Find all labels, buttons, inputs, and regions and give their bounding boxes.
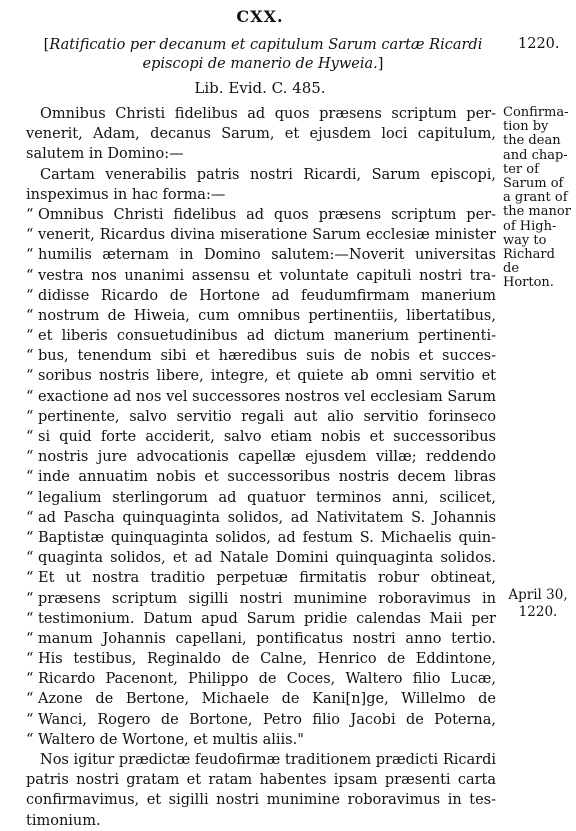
- quote-mark: “: [26, 651, 34, 668]
- body-line-text: timonium.: [26, 812, 101, 829]
- body-line: [26, 568, 496, 588]
- margin-note-line: of High-: [503, 218, 557, 234]
- body-line-text: manum Johannis capellani, pontificatus nostri anno tertio.: [38, 630, 496, 647]
- margin-note-line: the dean: [503, 133, 561, 149]
- quote-mark: “: [26, 368, 34, 385]
- quote-mark: “: [26, 449, 34, 466]
- body-line: [26, 447, 496, 467]
- quote-mark: “: [26, 610, 34, 627]
- body-line-text: inde annuatim nobis et successoribus nostris decem libras: [38, 469, 496, 486]
- document-number: CXX.: [236, 7, 284, 26]
- margin-note-line: the manor: [503, 204, 571, 220]
- body-line: [26, 366, 496, 386]
- body-line-text: salutem in Domino:—: [26, 146, 184, 163]
- source-reference: Lib. Evid. C. 485.: [194, 79, 326, 97]
- body-line-text: Wanci, Rogero de Bortone, Petro filio Jacobi de Poterna,: [38, 711, 496, 728]
- body-line-text: pertinente, salvo servitio regali aut alio servitio forinseco: [38, 408, 496, 425]
- margin-note-date: [503, 587, 573, 621]
- body-line: [26, 306, 496, 326]
- body-line: [26, 770, 496, 790]
- body-line-text: venerit, Ricardus divina miseratione Sarum ecclesiæ minister: [38, 227, 496, 244]
- body-line-text: si quid forte acciderit, salvo etiam nobis et successoribus: [38, 429, 496, 445]
- body-line-text: Nos igitur prædictæ feudofirmæ traditionem prædicti Ricardi: [40, 752, 496, 768]
- body-line: [26, 387, 496, 407]
- body-line: [26, 326, 496, 346]
- body-line: [26, 185, 496, 205]
- quote-mark: “: [26, 731, 34, 748]
- body-line: [26, 589, 496, 609]
- body-line-text: Omnibus Christi fidelibus ad quos præsens scriptum per-: [38, 206, 496, 223]
- quote-mark: “: [26, 348, 34, 365]
- quote-mark: “: [26, 550, 34, 567]
- body-line: [26, 508, 496, 528]
- body-line: [26, 669, 496, 689]
- body-line-text: testimonium. Datum apud Sarum pridie calendas Maii per: [38, 610, 496, 627]
- quote-mark: “: [26, 267, 34, 284]
- quote-mark: “: [26, 388, 34, 405]
- body-line-text: Azone de Bertone, Michaele de Kani[n]ge, Willelmo de: [38, 691, 496, 708]
- body-line: [26, 548, 496, 568]
- margin-note-line: and chap-: [503, 147, 568, 163]
- body-line-text: Cartam venerabilis patris nostri Ricardi, Sarum episcopi,: [40, 166, 496, 183]
- body-line: [26, 488, 496, 508]
- quote-mark: “: [26, 489, 34, 506]
- body-line-text: vestra nos unanimi assensu et voluntate capituli nostri tra-: [38, 267, 496, 284]
- body-line-text: Waltero de Wortone, et multis aliis.": [38, 731, 304, 748]
- body-line: [26, 225, 496, 245]
- body-line: [26, 407, 496, 427]
- body-line-text: Baptistæ quinquaginta solidos, ad festum S. Michaelis quin-: [38, 529, 496, 546]
- title-line-1: Ratificatio per decanum et capitulum Sarum cartæ Ricardi: [49, 37, 483, 53]
- quote-mark: “: [26, 630, 34, 647]
- quote-mark: “: [26, 671, 34, 688]
- quote-mark: “: [26, 206, 34, 223]
- document-title: [Ratificatio per decanum et capitulum Sarum cartæ Ricardi episcopi de manerio de Hyweia.]: [43, 37, 483, 72]
- body-line: [26, 427, 496, 447]
- body-line-text: confirmavimus, et sigilli nostri munimine roboravimus in tes-: [26, 792, 496, 809]
- body-line: [26, 346, 496, 366]
- body-line-text: præsens scriptum sigilli nostri munimine roboravimus in: [38, 590, 496, 607]
- quote-mark: “: [26, 570, 34, 587]
- margin-note-line: Richard de: [503, 247, 555, 277]
- body-line-text: legalium sterlingorum ad quatuor terminos anni, scilicet,: [38, 489, 496, 506]
- margin-note-line: 1220.: [518, 604, 558, 620]
- quote-mark: “: [26, 227, 34, 244]
- body-line-text: Omnibus Christi fidelibus ad quos præsens scriptum per-: [40, 106, 496, 122]
- body-line: [26, 286, 496, 306]
- margin-note-line: Confirma-: [503, 105, 569, 120]
- body-line-text: didisse Ricardo de Hortone ad feudumfirmam manerium: [38, 287, 496, 304]
- body-line: [26, 710, 496, 730]
- quote-mark: “: [26, 287, 34, 304]
- body-line-text: et liberis consuetudinibus ad dictum manerium pertinenti-: [38, 328, 496, 345]
- quote-mark: “: [26, 529, 34, 546]
- body-line: [26, 689, 496, 709]
- body-line: [26, 528, 496, 548]
- margin-date: 1220.: [518, 36, 560, 52]
- body-line: [26, 205, 496, 225]
- margin-note-line: Sarum of: [503, 176, 564, 192]
- quote-mark: “: [26, 691, 34, 708]
- margin-note-line: way to: [503, 232, 547, 248]
- quote-mark: “: [26, 328, 34, 345]
- margin-note-line: April 30,: [508, 587, 568, 603]
- body-line: [26, 266, 496, 286]
- margin-note-summary: [503, 106, 573, 291]
- body-line: [26, 730, 496, 750]
- body-line-text: soribus nostris libere, integre, et quiete ab omni servitio et: [38, 368, 496, 385]
- body-line-text: His testibus, Reginaldo de Calne, Henrico de Eddintone,: [38, 651, 496, 668]
- quote-mark: “: [26, 469, 34, 486]
- body-line-text: humilis æternam in Domino salutem:—Noverit universitas: [38, 247, 496, 264]
- body-line: [26, 811, 496, 831]
- quote-mark: “: [26, 408, 34, 425]
- margin-note-line: a grant of: [503, 190, 568, 206]
- body-line-text: ad Pascha quinquaginta solidos, ad Nativitatem S. Johannis: [38, 509, 496, 526]
- body-line-text: nostris jure advocationis capellæ ejusdem villæ; reddendo: [38, 449, 496, 466]
- body-line: [26, 649, 496, 669]
- title-line-2: episcopi de manerio de Hyweia.: [142, 56, 378, 72]
- body-line-text: patris nostri gratam et ratam habentes ipsam præsenti carta: [26, 772, 496, 789]
- quote-mark: “: [26, 307, 34, 324]
- body-line: [26, 629, 496, 649]
- document-body: [26, 104, 496, 831]
- body-line: [26, 144, 496, 164]
- body-line: [26, 750, 496, 770]
- body-line-text: exactione ad nos vel successores nostros vel ecclesiam Sarum: [38, 388, 496, 405]
- body-line-text: nostrum de Hiweia, cum omnibus pertinentiis, libertatibus,: [38, 307, 496, 324]
- body-line-text: Ricardo Pacenont, Philippo de Coces, Waltero filio Lucæ,: [38, 671, 496, 688]
- body-line: [26, 609, 496, 629]
- body-line: [26, 790, 496, 810]
- body-line-text: bus, tenendum sibi et hæredibus suis de nobis et succes-: [38, 348, 496, 365]
- body-line: [26, 104, 496, 124]
- quote-mark: “: [26, 590, 34, 607]
- body-line: [26, 124, 496, 144]
- margin-note-line: ter of: [503, 161, 539, 177]
- margin-note-line: Horton.: [503, 275, 554, 291]
- body-line: [26, 467, 496, 487]
- quote-mark: “: [26, 247, 34, 264]
- quote-mark: “: [26, 509, 34, 526]
- body-line-text: inspeximus in hac forma:—: [26, 186, 226, 203]
- body-line-text: quaginta solidos, et ad Natale Domini quinquaginta solidos.: [38, 550, 496, 567]
- body-line: [26, 165, 496, 185]
- body-line: [26, 245, 496, 265]
- body-line-text: Et ut nostra traditio perpetuæ firmitatis robur obtineat,: [38, 570, 496, 587]
- body-line-text: venerit, Adam, decanus Sarum, et ejusdem loci capitulum,: [26, 126, 496, 143]
- margin-note-line: tion by: [503, 119, 549, 135]
- quote-mark: “: [26, 429, 34, 445]
- quote-mark: “: [26, 711, 34, 728]
